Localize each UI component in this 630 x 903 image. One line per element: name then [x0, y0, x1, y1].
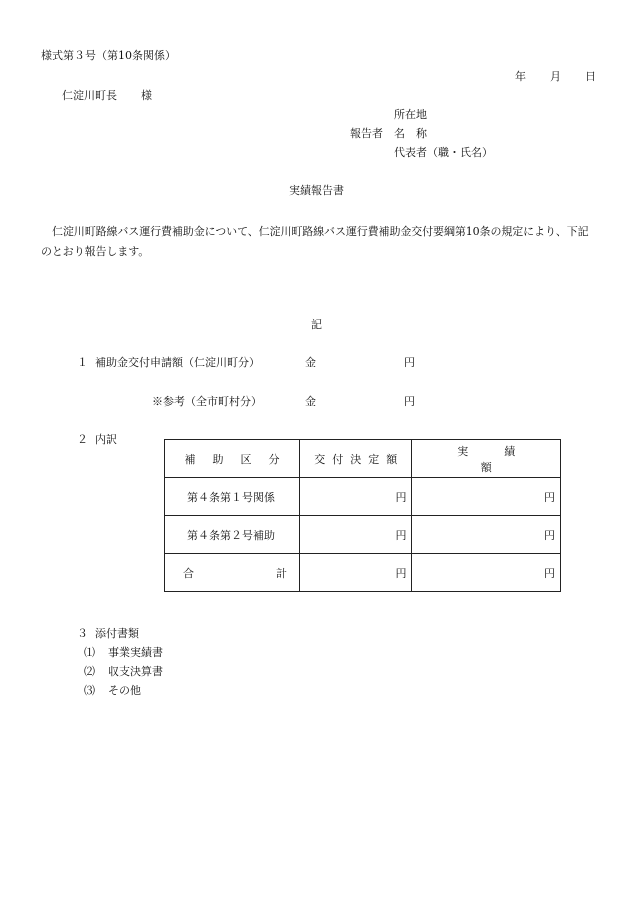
addressee-suffix: 様: [141, 89, 152, 102]
item3-number: ３: [77, 627, 88, 640]
reference-yen: 円: [404, 395, 415, 408]
table-header-row: [165, 440, 561, 478]
attachment-number: ⑴: [84, 646, 95, 659]
form-number: 様式第３号（第10条関係）: [41, 49, 176, 62]
attachment-label: 事業実績書: [108, 646, 163, 659]
attachment-item: [84, 684, 141, 698]
total-label-b: 計: [276, 566, 287, 580]
row-label: 第４条第２号補助: [165, 516, 300, 554]
reporter-representative-label: 代表者（職・氏名）: [394, 146, 493, 159]
attachment-number: ⑶: [84, 684, 95, 697]
total-label-a: 合: [183, 566, 194, 580]
table-row: [165, 516, 561, 554]
item2-label: 内訳: [95, 433, 117, 446]
table-total-row: [165, 554, 561, 592]
item1-yen: 円: [404, 356, 415, 369]
reporter-address-label: 所在地: [394, 108, 427, 121]
item1-kin: 金: [305, 356, 316, 369]
row-decided-amount: 円: [299, 478, 412, 516]
attachment-number: ⑵: [84, 665, 95, 678]
header-decided-amount: 交付決定額: [299, 440, 412, 478]
document-title: 実績報告書: [289, 184, 344, 197]
body-paragraph: 仁淀川町路線バス運行費補助金について、仁淀川町路線バス運行費補助金交付要綱第10条の規定により、下記のとおり報告します。: [41, 225, 589, 258]
date-month: 月: [550, 70, 561, 83]
item3-label: 添付書類: [95, 627, 139, 640]
reporter-name-label: 名 称: [394, 127, 427, 140]
item1-number: １: [77, 356, 88, 369]
reference-kin: 金: [305, 395, 316, 408]
reference-label: ※参考（全市町村分）: [152, 395, 262, 408]
table-row: [165, 478, 561, 516]
header-actual-amount: 実績額: [412, 440, 561, 478]
attachment-item: [84, 665, 163, 679]
reporter-label: 報告者: [350, 127, 383, 140]
item2-number: ２: [77, 433, 88, 446]
total-decided-amount: 円: [299, 554, 412, 592]
addressee: [62, 89, 152, 103]
total-label: [165, 554, 300, 592]
row-label: 第４条第１号関係: [165, 478, 300, 516]
header-subsidy-category: 補助区分: [165, 440, 300, 478]
breakdown-table: [164, 439, 561, 592]
date-line: [515, 70, 596, 84]
date-year: 年: [515, 70, 526, 83]
attachment-label: その他: [108, 684, 141, 697]
date-day: 日: [585, 70, 596, 83]
row-decided-amount: 円: [299, 516, 412, 554]
item1-label: 補助金交付申請額（仁淀川町分）: [95, 356, 260, 369]
row-actual-amount: 円: [412, 516, 561, 554]
attachment-label: 収支決算書: [108, 665, 163, 678]
addressee-name: 仁淀川町長: [62, 89, 117, 102]
ki-heading: 記: [311, 318, 322, 331]
attachment-item: [84, 646, 163, 660]
total-actual-amount: 円: [412, 554, 561, 592]
row-actual-amount: 円: [412, 478, 561, 516]
